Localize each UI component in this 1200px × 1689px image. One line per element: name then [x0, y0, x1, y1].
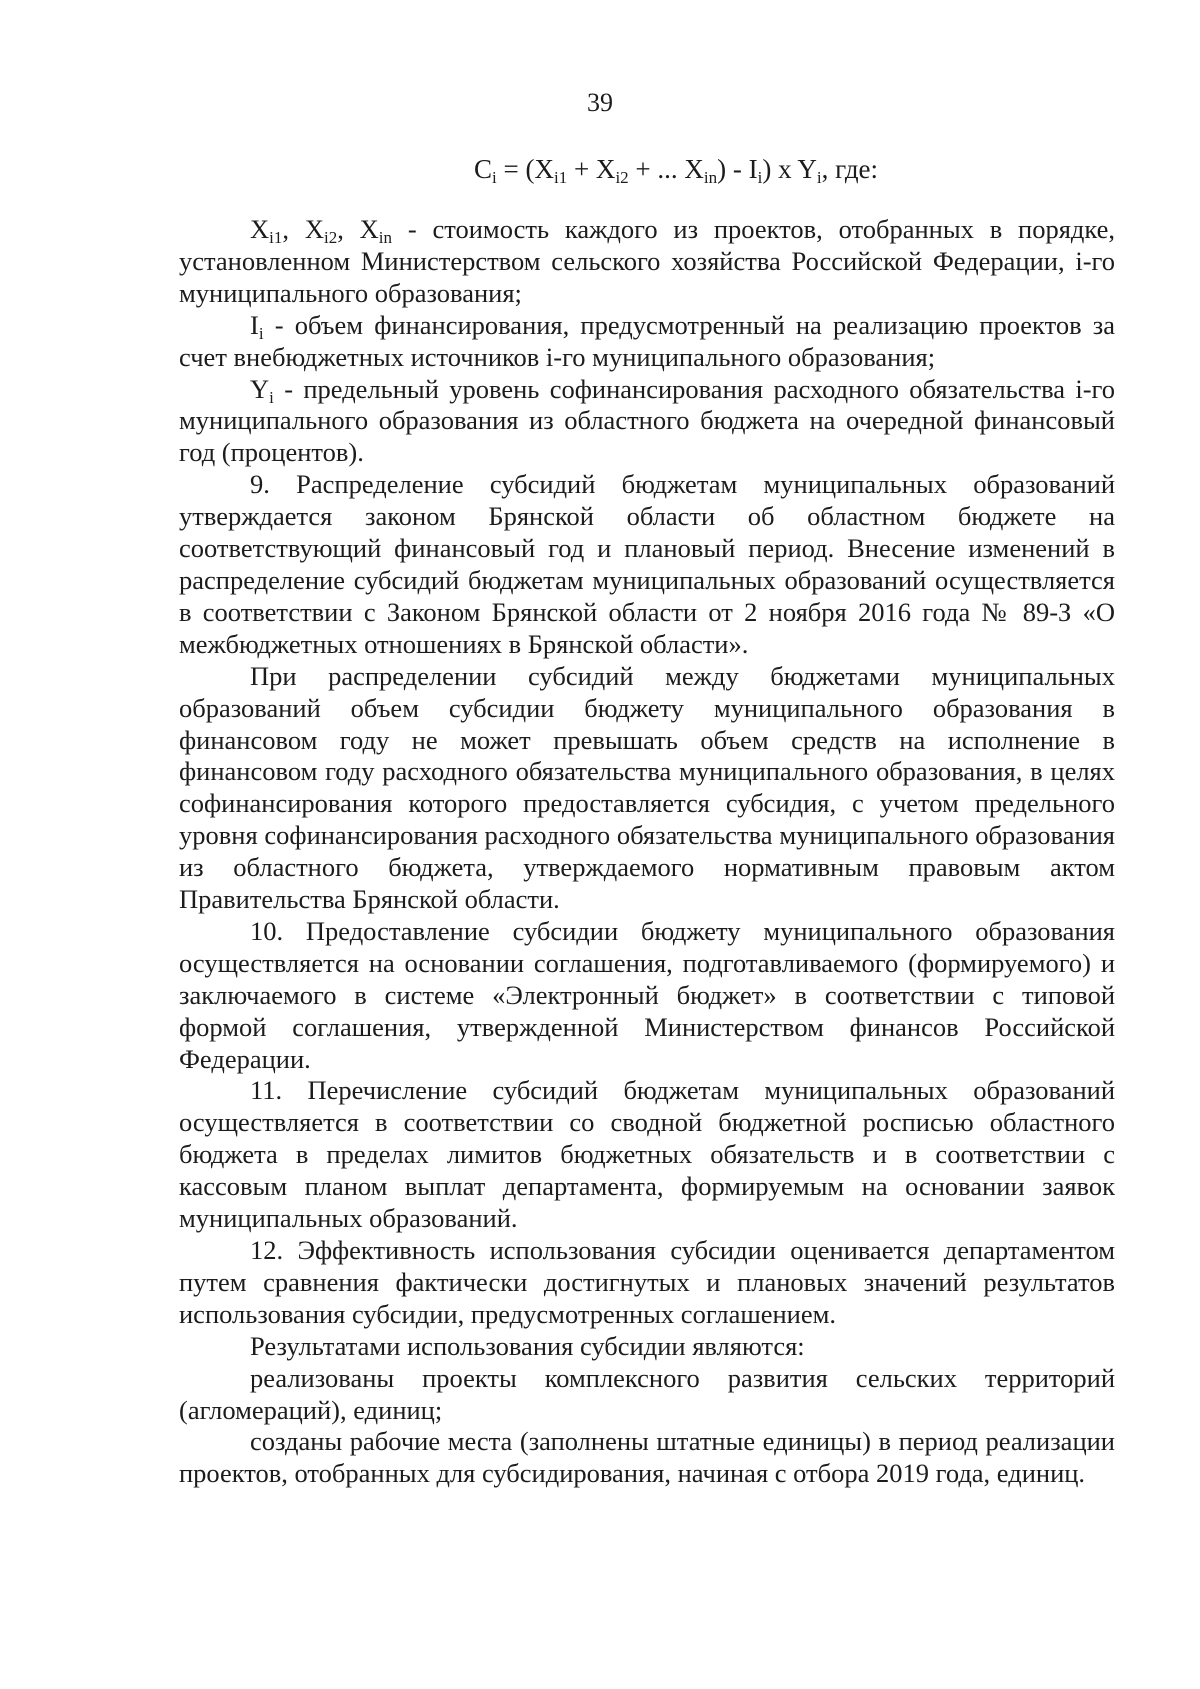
- symbol-y-subscript: i: [269, 387, 274, 407]
- definition-y-text: - предельный уровень софинансирования расходного обязательства i-го муниципального образования из областного бюджета на очередной финансовый год (процентов).: [179, 373, 1115, 468]
- definition-i: [179, 310, 1115, 374]
- symbol-x: X: [250, 214, 270, 244]
- formula-x2-subscript: i2: [615, 168, 629, 187]
- result-item-jobs: созданы рабочие места (заполнены штатные единицы) в период реализации проектов, отобранных для субсидирования, начиная с отбора 2019 года, единиц.: [179, 1426, 1115, 1489]
- formula-plus-xn: + ... X: [628, 154, 704, 184]
- formula-x1-subscript: i1: [553, 168, 568, 187]
- formula-xn-subscript: in: [703, 168, 718, 187]
- definition-x-symbols: [250, 214, 393, 247]
- formula-y-subscript: i: [816, 168, 822, 187]
- formula-lhs-subscript: i: [492, 168, 497, 187]
- paragraph-11: 11. Перечисление субсидий бюджетам муниципальных образований осуществляется в соответствии со сводной бюджетной росписью областного бюджета в пределах лимитов бюджетных обязательств и в соответствии с кассовым планом выплат департамента, формируемым на основании заявок муниципальных образований.: [179, 1075, 1115, 1234]
- symbol-x-subscript-i1: i1: [269, 228, 283, 247]
- definition-i-text: - объем финансирования, предусмотренный на реализацию проектов за счет внебюджетных источников i-го муниципального образования;: [179, 309, 1115, 372]
- formula-plus-x2: + X: [567, 154, 616, 184]
- definition-x: [179, 214, 1115, 310]
- subsidy-formula: [474, 152, 878, 186]
- symbol-i-subscript: i: [258, 323, 264, 343]
- formula-i-subscript: i: [757, 168, 763, 187]
- paragraph-9-distribution: При распределении субсидий между бюджетами муниципальных образований объем субсидии бюджету муниципального образования в финансовом году не может превышать объем средств на исполнение в финансовом году расходного обязательства муниципального образования, в целях софинансирования которого предоставляется субсидия, с учетом предельного уровня софинансирования расходного обязательства муниципального образования из областного бюджета, утверждаемого нормативным правовым актом Правительства Брянской области.: [179, 660, 1115, 915]
- symbol-x2: , X: [282, 214, 324, 244]
- definition-y: [179, 374, 1115, 470]
- formula-lhs: C: [474, 154, 493, 184]
- symbol-x-subscript-i2: i2: [323, 228, 338, 247]
- symbol-x-subscript-in: in: [378, 228, 393, 247]
- paragraph-9: 9. Распределение субсидий бюджетам муниципальных образований утверждается законом Брянской области об областном бюджете на соответствующий финансовый год и плановый период. Внесение изменений в распределение субсидий бюджетам муниципальных образований осуществляется в соответствии с Законом Брянской области от 2 ноября 2016 года № 89-З «О межбюджетных отношениях в Брянской области».: [179, 469, 1115, 659]
- document-body: [179, 214, 1115, 1490]
- results-intro: Результатами использования субсидии являются:: [250, 1330, 805, 1361]
- symbol-y: Y: [250, 373, 270, 404]
- formula-equals-open: = (X: [496, 154, 554, 184]
- formula-minus-i: ) - I: [717, 154, 758, 184]
- definition-x-text: - стоимость каждого из проектов, отобранных в порядке, установленном Министерством сельского хозяйства Российской Федерации, i-го муниципального образования;: [179, 214, 1116, 308]
- formula-times-y: ) x Y: [762, 154, 817, 184]
- page-number: 39: [587, 88, 613, 117]
- formula-tail: , где:: [821, 154, 879, 184]
- paragraph-12: 12. Эффективность использования субсидии оценивается департаментом путем сравнения фактически достигнутых и плановых значений результатов использования субсидии, предусмотренных соглашением.: [179, 1235, 1115, 1329]
- symbol-xn: , X: [337, 214, 379, 244]
- symbol-i: I: [250, 309, 259, 340]
- paragraph-10: 10. Предоставление субсидии бюджету муниципального образования осуществляется на основании соглашения, подготавливаемого (формируемого) и заключаемого в системе «Электронный бюджет» в соответствии с типовой формой соглашения, утвержденной Министерством финансов Российской Федерации.: [179, 915, 1115, 1074]
- result-item-projects: реализованы проекты комплексного развития сельских территорий (агломераций), единиц;: [179, 1362, 1115, 1425]
